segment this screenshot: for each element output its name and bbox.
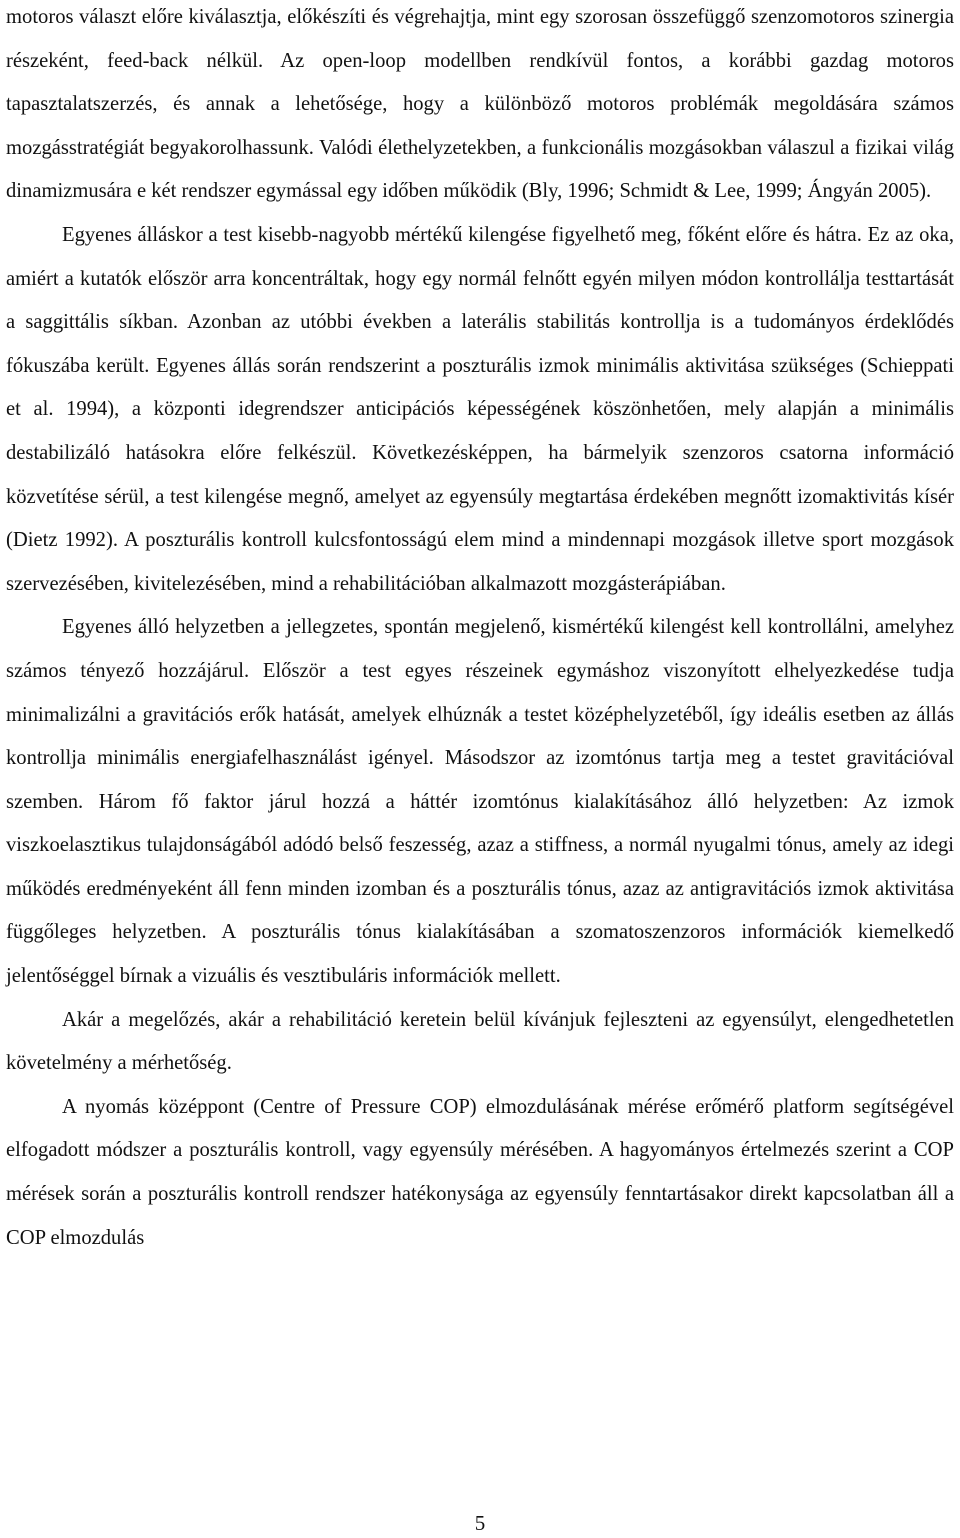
paragraph-3: Egyenes álló helyzetben a jellegzetes, spontán megjelenő, kismértékű kilengést kell kontrollálni, amelyhez számos tényező hozzájárul. Először a test egyes részeinek egymáshoz viszonyított elhelyezkedése tudja minimalizálni a gravitációs erők hatását, amelyek elhúznák a testet középhelyzetéből, így ideális esetben az állás kontrollja minimális energiafelhasználást igényel. Másodszor az izomtónus tartja meg a testet gravitációval szemben. Három fő faktor járul hozzá a háttér izomtónus kialakításához álló helyzetben: Az izmok viszkoelasztikus tulajdonságából adódó belső feszesség, azaz a stiffness, a normál nyugalmi tónus, amely az idegi működés eredményeként áll fenn minden izomban és a poszturális tónus, azaz az antigravitációs izmok aktivitása függőleges helyzetben. A poszturális tónus kialakításában a szomatoszenzoros információk kiemelkedő jelentőséggel bírnak a vizuális és vesztibuláris információk mellett. (6, 616, 954, 988)
paragraph-4: Akár a megelőzés, akár a rehabilitáció keretein belül kívánjuk fejleszteni az egyensúlyt, elengedhetetlen követelmény a mérhetőség. (6, 1008, 954, 1075)
document-page (6, 0, 954, 1260)
paragraph-1: motoros választ előre kiválasztja, előkészíti és végrehajtja, mint egy szorosan összefüggő szenzomotoros szinergia részeként, feed-back nélkül. Az open-loop modellben rendkívül fontos, a korábbi gazdag motoros tapasztalatszerzés, és annak a lehetősége, hogy a különböző motoros problémák megoldására számos mozgásstratégiát begyakorolhassunk. Valódi élethelyzetekben, a funkcionális mozgásokban válaszul a fizikai világ dinamizmusára e két rendszer egymással egy időben működik (Bly, 1996; Schmidt & Lee, 1999; Ángyán 2005). (6, 6, 954, 203)
page-number: 5 (474, 1511, 486, 1535)
paragraph-5: A nyomás középpont (Centre of Pressure COP) elmozdulásának mérése erőmérő platform segítségével elfogadott módszer a poszturális kontroll, vagy egyensúly mérésében. A hagyományos értelmezés szerint a COP mérések során a poszturális kontroll rendszer hatékonysága az egyensúly fenntartásakor direkt kapcsolatban áll a COP elmozdulás (6, 1095, 954, 1249)
paragraph-2: Egyenes álláskor a test kisebb-nagyobb mértékű kilengése figyelhető meg, főként előre és hátra. Ez az oka, amiért a kutatók először arra koncentráltak, hogy egy normál felnőtt egyén milyen módon kontrollálja testtartását a saggittális síkban. Azonban az utóbbi években a laterális stabilitás kontrollja is a tudományos érdeklődés fókuszába került. Egyenes állás során rendszerint a poszturális izmok minimális aktivitása szükséges (Schieppati et al. 1994), a központi idegrendszer anticipációs képességének köszönhetően, mely alapján a minimális destabilizáló hatásokra előre felkészül. Következésképpen, ha bármelyik szenzoros csatorna információ közvetítése sérül, a test kilengése megnő, amelyet az egyensúly megtartása érdekében megnőtt izomaktivitás kísér (Dietz 1992). A poszturális kontroll kulcsfontosságú elem mind a mindennapi mozgások illetve sport mozgások szervezésében, kivitelezésében, mind a rehabilitációban alkalmazott mozgásterápiában. (6, 223, 954, 595)
